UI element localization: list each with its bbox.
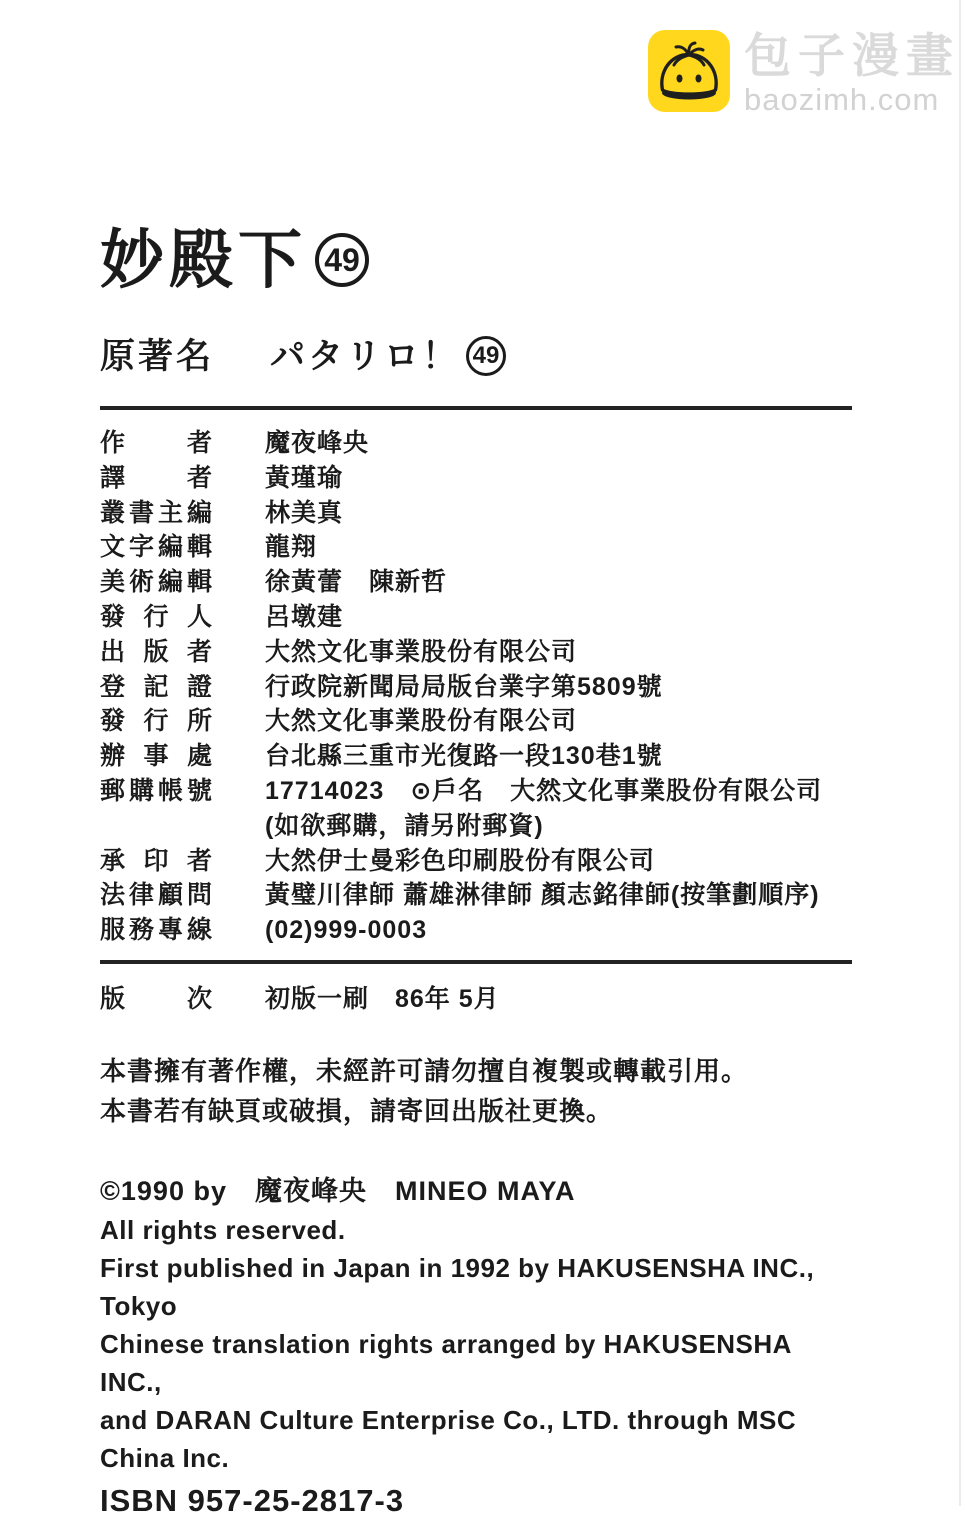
notice-replacement: 本書若有缺頁或破損，請寄回出版社更換。	[100, 1095, 614, 1126]
row-label: 譯者	[100, 463, 212, 492]
row-edition	[100, 982, 852, 1017]
copyright-author-line: ©1990 by 魔夜峰央 MINEO MAYA	[100, 1175, 576, 1206]
row-label: 登記證	[100, 672, 212, 701]
row-value: 大然伊士曼彩色印刷股份有限公司	[265, 846, 656, 875]
row-mail-order-account	[100, 774, 852, 809]
arrangement-line: and DARAN Culture Enterprise Co., LTD. through MSC China Inc.	[100, 1404, 797, 1473]
publication-info-list	[100, 426, 852, 948]
row-label: 辦事處	[100, 742, 212, 771]
baozi-logo-icon	[648, 30, 730, 112]
colophon-page	[100, 224, 852, 1523]
watermark-brand: 包子漫畫	[744, 29, 960, 82]
row-label: 叢書主編	[100, 498, 212, 527]
copyright-notices	[100, 1051, 852, 1131]
row-label: 版次	[100, 984, 212, 1013]
copyright-block	[100, 1171, 852, 1523]
row-mail-order-note	[100, 809, 852, 844]
book-title-text: 妙殿下	[100, 224, 307, 296]
site-watermark	[648, 30, 960, 115]
row-office-address	[100, 739, 852, 774]
row-art-editor	[100, 565, 852, 600]
row-label: 郵購帳號	[100, 776, 212, 805]
row-author	[100, 426, 852, 461]
original-volume-badge: 49	[466, 336, 506, 376]
watermark-site-url: baozimh.com	[744, 81, 940, 117]
original-title-label: 原著名	[100, 336, 215, 376]
book-title	[100, 224, 852, 296]
row-printer	[100, 844, 852, 879]
row-label: 作者	[100, 429, 212, 457]
row-label: 出版者	[100, 637, 212, 666]
row-value: 行政院新聞局局版台業字第5809號	[265, 672, 663, 701]
row-label: 發行人	[100, 602, 212, 631]
first-published-line: First published in Japan in 1992 by HAKUSENSHA INC., Tokyo	[100, 1252, 815, 1321]
row-label: 承印者	[100, 846, 212, 875]
row-label: 美術編輯	[100, 568, 212, 597]
row-value: 呂墩建	[265, 602, 344, 631]
row-value: 台北縣三重市光復路一段130巷1號	[265, 742, 663, 771]
original-title-line	[100, 336, 852, 376]
row-registration	[100, 670, 852, 705]
volume-number-badge: 49	[315, 233, 369, 287]
rights-reserved-line: All rights reserved.	[100, 1214, 346, 1245]
divider-middle	[100, 960, 852, 964]
row-value: 徐黃蕾 陳新哲	[265, 568, 448, 597]
row-series-editor	[100, 496, 852, 531]
row-value: 林美真	[265, 498, 344, 527]
row-value: (02)999-0003	[265, 916, 428, 945]
row-label	[100, 809, 212, 844]
divider-top	[100, 406, 852, 410]
row-value: 17714023 ⊙戶名 大然文化事業股份有限公司	[265, 776, 823, 805]
row-value: 魔夜峰央	[265, 429, 370, 457]
row-value: 初版一刷 86年 5月	[265, 984, 500, 1013]
row-value: (如欲郵購，請另附郵資)	[265, 811, 544, 840]
row-value: 黃璧川律師 蕭雄淋律師 顏志銘律師(按筆劃順序)	[265, 881, 820, 910]
row-value: 黃瑾瑜	[265, 463, 344, 492]
row-distributor	[100, 704, 852, 739]
row-legal-advisors	[100, 878, 852, 913]
translation-rights-line: Chinese translation rights arranged by HAKUSENSHA INC.,	[100, 1328, 791, 1397]
row-label: 發行所	[100, 707, 212, 736]
row-service-hotline	[100, 913, 852, 948]
row-value: 大然文化事業股份有限公司	[265, 637, 578, 666]
row-publisher-company	[100, 635, 852, 670]
notice-no-reproduction: 本書擁有著作權，未經許可請勿擅自複製或轉載引用。	[100, 1055, 749, 1086]
row-value: 大然文化事業股份有限公司	[265, 707, 578, 736]
row-label: 文字編輯	[100, 533, 212, 562]
page-edge-line	[959, 0, 961, 1506]
row-translator	[100, 461, 852, 496]
row-publisher-person	[100, 600, 852, 635]
isbn-number: ISBN 957-25-2817-3	[100, 1482, 405, 1518]
row-value: 龍翔	[265, 533, 318, 562]
original-title-text: パタリロ！	[270, 336, 461, 376]
row-label: 法律顧問	[100, 881, 212, 910]
row-label: 服務專線	[100, 916, 212, 945]
row-text-editor	[100, 530, 852, 565]
